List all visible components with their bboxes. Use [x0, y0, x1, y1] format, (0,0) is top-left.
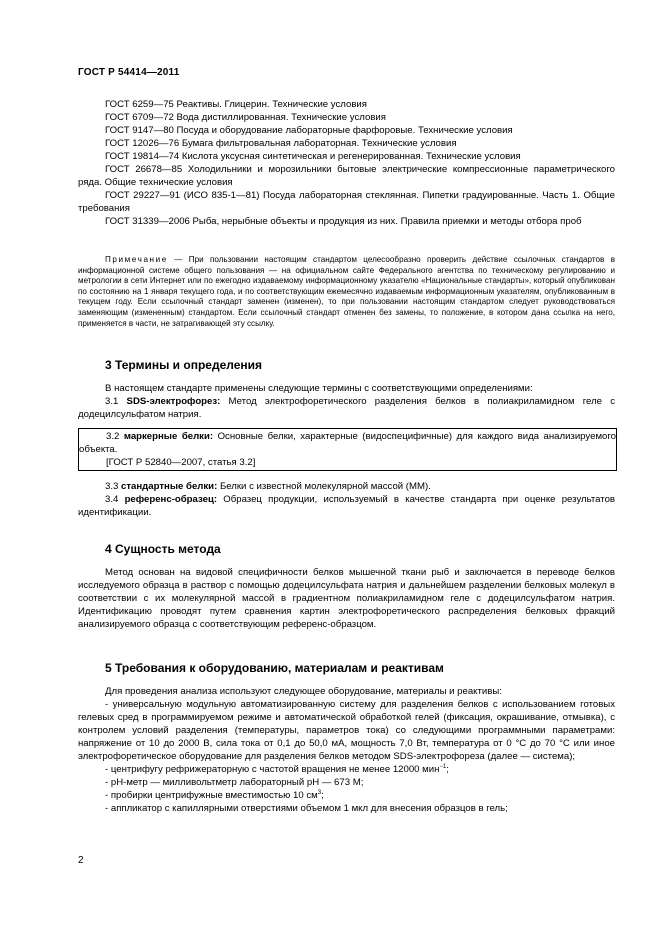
reference-item: ГОСТ 9147—80 Посуда и оборудование лабораторные фарфоровые. Технические условия [105, 125, 513, 136]
reference-item: ГОСТ 19814—74 Кислота уксусная синтетическая и регенерированная. Технические условия [105, 151, 521, 162]
section-5-body [78, 685, 615, 815]
term-3-2-box [78, 428, 617, 471]
note-text: — При пользовании настоящим стандартом целесообразно проверить действие ссылочных стандартов в информационной системе общего пользования — на официальном сайте Федерального агентства по техническому регулированию и метрологии в сети Интернет или по ежегодно издаваемому информационному указателю «Национальные стандарты», который опубликован по состоянию на 1 января текущего года, и по соответствующим ежемесячно издаваемым информационным указателям, опубликованным в текущем году. Если ссылочный стандарт заменен (изменен), то при пользовании настоящим стандартом следует руководствоваться заменяющим (измененным) стандартом. Если ссылочный стандарт отменен без замены, то положение, в котором дана ссылка на него, применяется в части, не затрагивающей эту ссылку. [78, 255, 615, 328]
term-3-2-source: [ГОСТ Р 52840—2007, статья 3.2] [106, 457, 256, 468]
document-header: ГОСТ Р 54414—2011 [78, 67, 180, 78]
section-5-intro: Для проведения анализа используют следующее оборудование, материалы и реактивы: [105, 686, 502, 697]
term-3-1: 3.1 SDS-электрофорез: Метод электрофоретического разделения белков в полиакриламидном геле с додецилсульфатом натрия. [78, 396, 615, 420]
reference-item: ГОСТ 6259—75 Реактивы. Глицерин. Технические условия [105, 99, 367, 110]
reference-note [78, 255, 615, 329]
section-3-intro: В настоящем стандарте применены следующие термины с соответствующими определениями: [105, 383, 533, 394]
equipment-item: - аппликатор с капиллярными отверстиями объемом 1 мкл для внесения образцов в гель; [105, 803, 508, 814]
equipment-item: - универсальную модульную автоматизированную систему для разделения белков с использованием готовых гелевых сред в программируемом режиме и автоматической обработкой гелей (фиксация, окрашивание, отмывка), с контролем условий разделения (температуры, параметров тока) со следующими программными параметрами: напряжение от 10 до 2000 В, сила тока от 0,1 до 50,0 мА, мощность 7,0 Вт, температура от 0 °С до 70 °С или иное электрофоретическое оборудование для разделения белков методом SDS-электрофореза (далее — система); [78, 699, 615, 762]
page-number: 2 [78, 855, 84, 866]
term-3-2: 3.2 маркерные белки: Основные белки, характерные (видоспецифичные) для каждого вида анализируемого объекта. [79, 431, 616, 455]
references-list [78, 98, 615, 228]
reference-item: ГОСТ 6709—72 Вода дистиллированная. Технические условия [105, 112, 386, 123]
reference-item: ГОСТ 26678—85 Холодильники и морозильники бытовые электрические компрессионные параметрического ряда. Общие технические условия [78, 164, 615, 188]
section-4-text: Метод основан на видовой специфичности белков мышечной ткани рыб и заключается в переводе белков исследуемого образца в раствор с помощью додецилсульфата натрия и дальнейшем разделении белковых молекул в соответствии с их молекулярной массой в градиентном полиакриламидном геле с додецилсульфатом натрия. Идентификацию проводят путем сравнения картин электрофоретического распределения белковых фракций анализируемого образца с соответствующим референс-образцом. [78, 567, 615, 630]
reference-item: ГОСТ 12026—76 Бумага фильтровальная лабораторная. Технические условия [105, 138, 457, 149]
equipment-item: - пробирки центрифужные вместимостью 10 $см^3$; [105, 790, 324, 801]
section-4-body [78, 566, 615, 631]
section-3-body-cont [78, 480, 615, 519]
equipment-item: - pH-метр — милливольтметр лабораторный pH — 673 М; [105, 777, 364, 788]
section-4-title: 4 Сущность метода [105, 542, 221, 556]
section-3-body [78, 382, 615, 421]
section-3-title: 3 Термины и определения [105, 358, 263, 372]
note-label: Примечание [105, 255, 168, 264]
reference-item: ГОСТ 31339—2006 Рыба, нерыбные объекты и продукция из них. Правила приемки и методы отбора проб [105, 216, 582, 227]
reference-item: ГОСТ 29227—91 (ИСО 835-1—81) Посуда лабораторная стеклянная. Пипетки градуированные. Часть 1. Общие требования [78, 190, 615, 214]
term-3-3: 3.3 стандартные белки: Белки с известной молекулярной массой (ММ). [105, 481, 431, 492]
section-5-title: 5 Требования к оборудованию, материалам и реактивам [105, 661, 444, 675]
equipment-item: - центрифугу рефрижераторную с частотой вращения не менее 12000 мин$^{-1}$; [105, 764, 449, 775]
term-3-4: 3.4 референс-образец: Образец продукции, используемый в качестве стандарта при оценке результатов идентификации. [78, 494, 616, 518]
